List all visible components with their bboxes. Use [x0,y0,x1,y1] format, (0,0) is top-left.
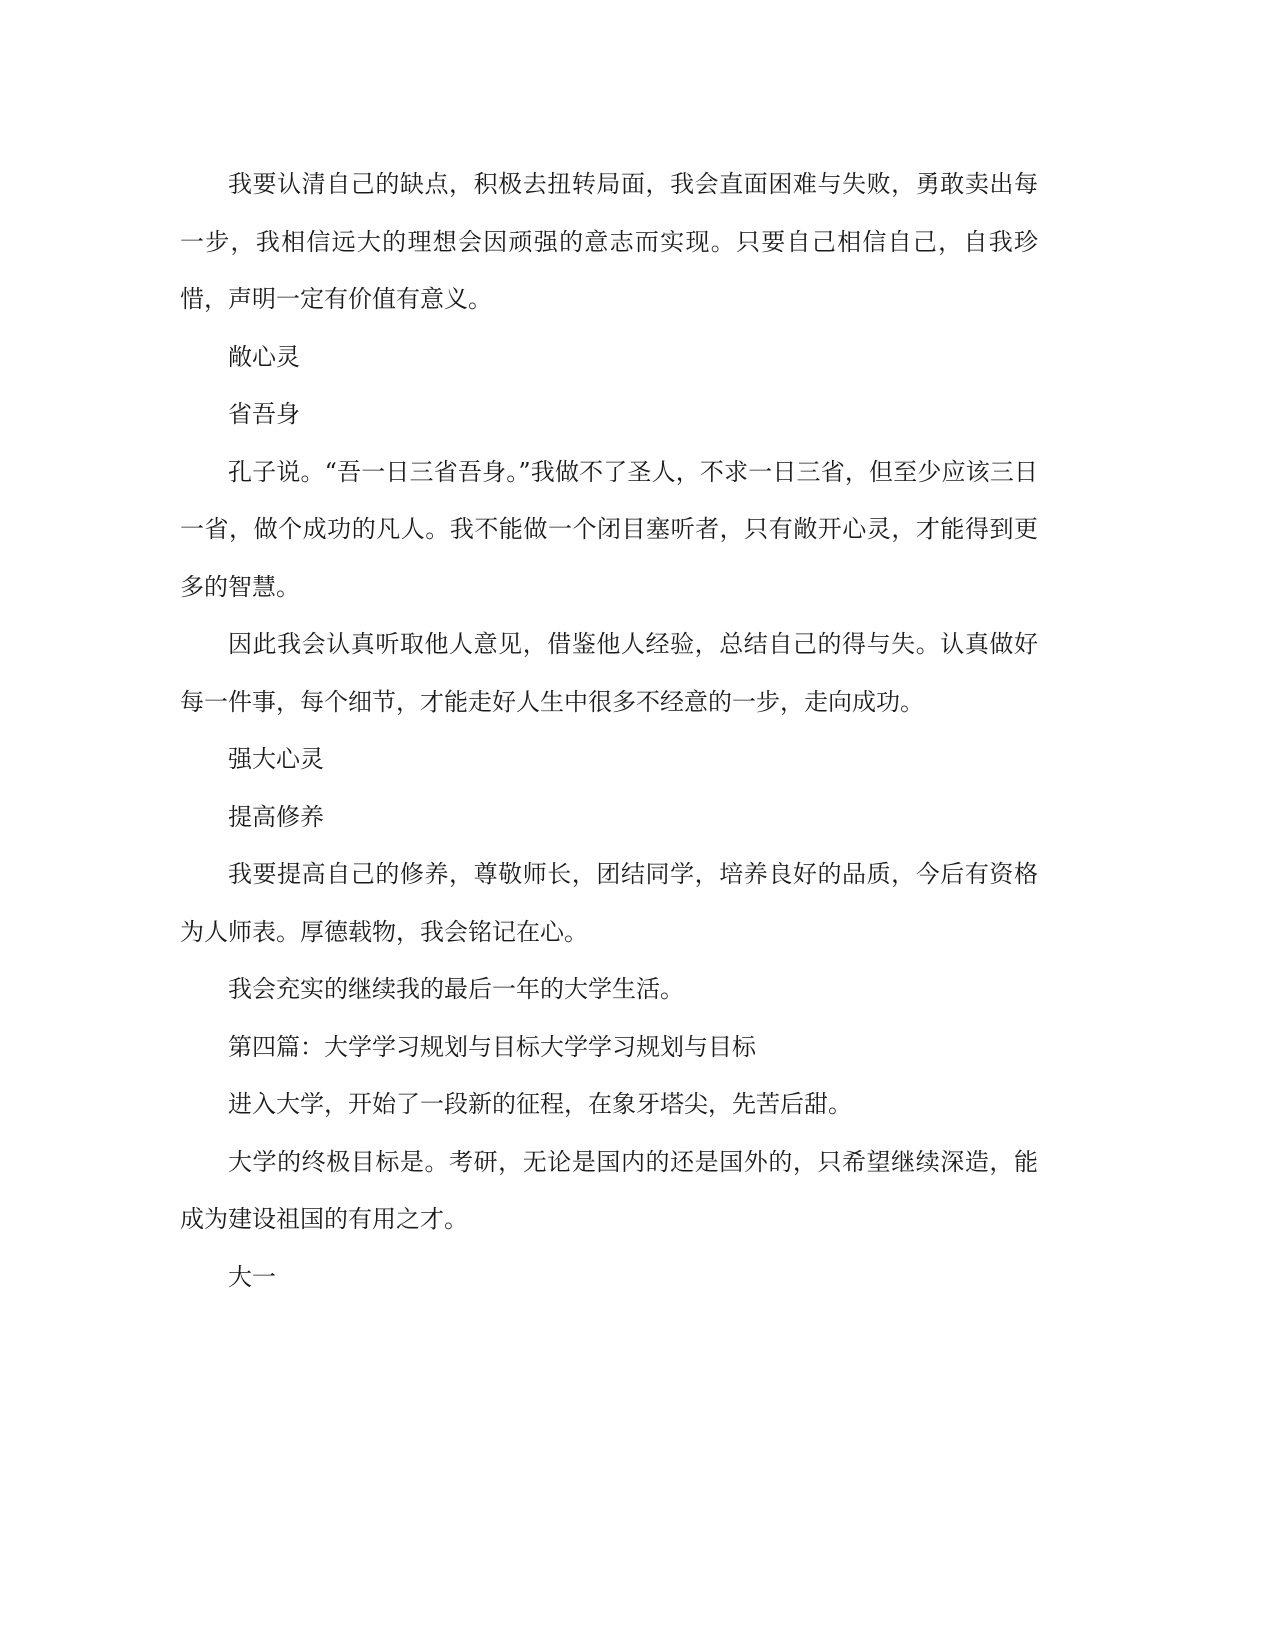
paragraph: 因此我会认真听取他人意见，借鉴他人经验，总结自己的得与失。认真做好每一件事，每个细节，才能走好人生中很多不经意的一步，走向成功。 [180,630,1038,716]
section-heading: 提高修养 [228,802,324,831]
paragraph: 我要认清自己的缺点，积极去扭转局面，我会直面困难与失败，勇敢卖出每一步，我相信远大的理想会因顽强的意志而实现。只要自己相信自己，自我珍惜，声明一定有价值有意义。 [180,170,1038,313]
section-heading: 大一 [228,1262,276,1291]
paragraph: 大学的终极目标是。考研，无论是国内的还是国外的，只希望继续深造，能成为建设祖国的有用之才。 [180,1147,1038,1233]
paragraph: 我会充实的继续我的最后一年的大学生活。 [228,975,684,1003]
paragraph: 孔子说。“吾一日三省吾身。”我做不了圣人，不求一日三省，但至少应该三日一省，做个成功的凡人。我不能做一个闭目塞听者，只有敞开心灵，才能得到更多的智慧。 [180,457,1038,601]
chapter-title: 第四篇：大学学习规划与目标大学学习规划与目标 [228,1032,756,1061]
paragraph: 我要提高自己的修养，尊敬师长，团结同学，培养良好的品质，今后有资格为人师表。厚德载物，我会铭记在心。 [180,860,1038,946]
paragraph: 进入大学，开始了一段新的征程，在象牙塔尖，先苦后甜。 [228,1090,852,1118]
section-heading: 敞心灵 [228,342,300,371]
section-heading: 强大心灵 [228,745,324,773]
section-heading: 省吾身 [228,400,300,428]
document-body [180,156,1038,1306]
